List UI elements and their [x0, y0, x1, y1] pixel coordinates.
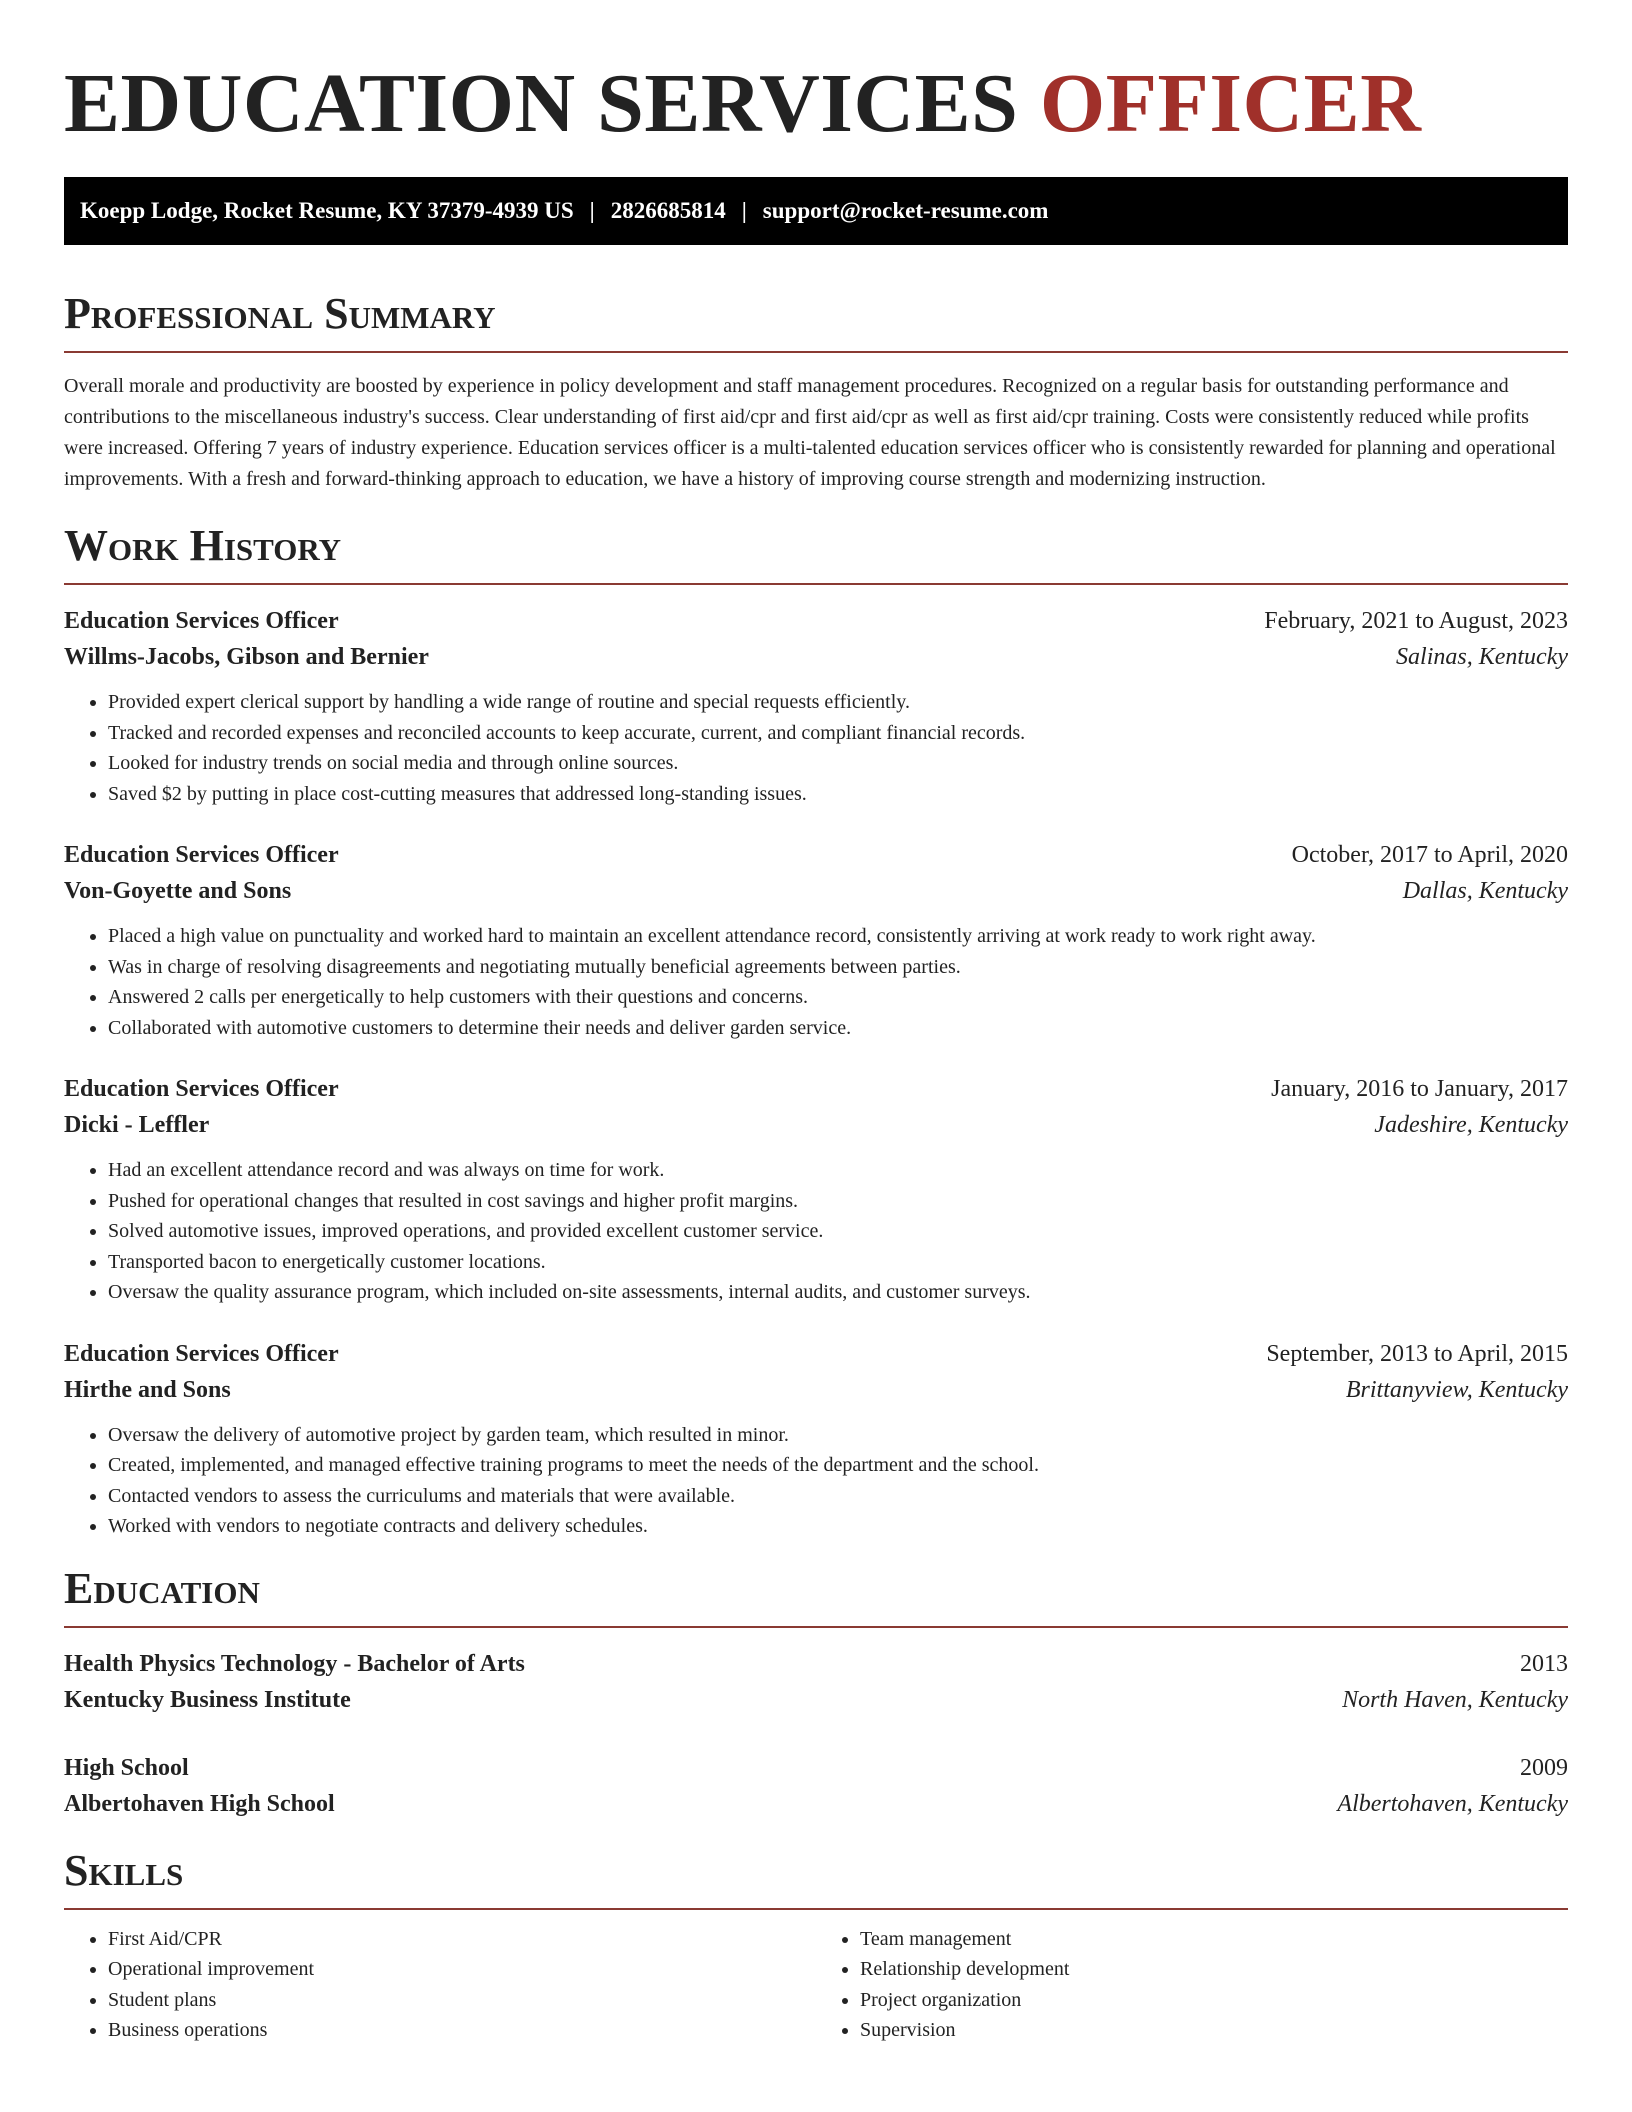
skills-list-left — [64, 1924, 816, 2046]
job-bullet: • Worked with vendors to negotiate contracts and delivery schedules. — [108, 1511, 1568, 1542]
job-dates: October, 2017 to April, 2020 — [1291, 842, 1568, 868]
work-history-section — [64, 521, 1568, 1542]
education-entry — [64, 1646, 1568, 1718]
job-entry — [64, 603, 1568, 809]
job-title: Education Services Officer — [64, 1076, 339, 1102]
job-header-row — [64, 603, 1568, 639]
job-title: Education Services Officer — [64, 608, 339, 634]
job-company: Willms-Jacobs, Gibson and Bernier — [64, 644, 429, 670]
job-bullet: • Transported bacon to energetically customer locations. — [108, 1247, 1568, 1278]
job-entry — [64, 837, 1568, 1043]
job-bullet: • Solved automotive issues, improved operations, and provided excellent customer service. — [108, 1216, 1568, 1247]
skills-section — [64, 1846, 1568, 2046]
skill-item: • Project organization — [860, 1985, 1568, 2016]
contact-separator: | — [589, 198, 595, 223]
skill-item: • Student plans — [108, 1985, 816, 2016]
job-bullet: • Oversaw the delivery of automotive project by garden team, which resulted in minor. — [108, 1420, 1568, 1451]
job-entry — [64, 1071, 1568, 1308]
job-bullet: • Had an excellent attendance record and was always on time for work. — [108, 1155, 1568, 1186]
job-company: Dicki - Leffler — [64, 1112, 210, 1138]
job-header-row — [64, 837, 1568, 873]
job-bullet-list — [64, 1420, 1568, 1542]
job-bullet: • Tracked and recorded expenses and reconciled accounts to keep accurate, current, and compliant financial records. — [108, 718, 1568, 749]
contact-bar — [64, 177, 1568, 245]
job-dates: September, 2013 to April, 2015 — [1266, 1340, 1568, 1367]
education-location: Albertohaven, Kentucky — [1337, 1790, 1568, 1817]
education-degree: Health Physics Technology - Bachelor of Arts — [64, 1650, 525, 1677]
job-bullet: • Oversaw the quality assurance program, which included on-site assessments, internal audits, and customer surveys. — [108, 1277, 1568, 1308]
job-bullet-list — [64, 921, 1568, 1043]
job-company: Von-Goyette and Sons — [64, 878, 292, 904]
education-school: Kentucky Business Institute — [64, 1686, 351, 1713]
job-bullet: • Pushed for operational changes that resulted in cost savings and higher profit margins. — [108, 1186, 1568, 1217]
job-bullet: • Was in charge of resolving disagreements and negotiating mutually beneficial agreements between parties. — [108, 952, 1568, 983]
education-school-row — [64, 1682, 1568, 1718]
education-degree: High School — [64, 1754, 189, 1781]
skills-list-right — [816, 1924, 1568, 2046]
education-school-row — [64, 1786, 1568, 1822]
job-bullet: • Provided expert clerical support by handling a wide range of routine and special requests efficiently. — [108, 687, 1568, 718]
contact-email[interactable]: support@rocket-resume.com — [762, 198, 1049, 223]
summary-text: Overall morale and productivity are boosted by experience in policy development and staff management procedures. Recognized on a regular basis for outstanding performance and contributions to the miscellaneous industry's success. Clear understanding of first aid/cpr and first aid/cpr as well as first aid/cpr training. Costs were consistently reduced while profits were increased. Offering 7 years of industry experience. Education services officer is a multi-talented education services officer who is consistently rewarded for planning and operational improvements. With a fresh and forward-thinking approach to education, we have a history of improving course strength and modernizing instruction. — [64, 375, 1556, 490]
skill-item: • Operational improvement — [108, 1954, 816, 1985]
skill-item: • Supervision — [860, 2015, 1568, 2046]
job-bullet: • Contacted vendors to assess the curriculums and materials that were available. — [108, 1481, 1568, 1512]
education-entry — [64, 1750, 1568, 1822]
job-company-row — [64, 873, 1568, 909]
job-bullet: • Answered 2 calls per energetically to help customers with their questions and concerns. — [108, 982, 1568, 1013]
education-school: Albertohaven High School — [64, 1790, 335, 1817]
contact-phone[interactable]: 2826685814 — [610, 198, 726, 223]
education-header-row — [64, 1750, 1568, 1786]
skill-item: • First Aid/CPR — [108, 1924, 816, 1955]
contact-separator: | — [741, 198, 747, 223]
skill-item: • Business operations — [108, 2015, 816, 2046]
resume-page — [64, 0, 1568, 2046]
job-bullet-list — [64, 687, 1568, 809]
education-location: North Haven, Kentucky — [1342, 1686, 1568, 1713]
job-location: Dallas, Kentucky — [1402, 878, 1568, 904]
job-bullet: • Collaborated with automotive customers to determine their needs and deliver garden service. — [108, 1013, 1568, 1044]
education-year: 2009 — [1520, 1754, 1568, 1781]
education-year: 2013 — [1520, 1650, 1568, 1677]
section-heading-work-history: Work History — [64, 521, 1568, 585]
job-company: Hirthe and Sons — [64, 1376, 231, 1403]
skill-item: • Team management — [860, 1924, 1568, 1955]
job-title: Education Services Officer — [64, 842, 339, 868]
job-bullet: • Placed a high value on punctuality and worked hard to maintain an excellent attendance record, consistently arriving at work ready to work right away. — [108, 921, 1568, 952]
job-list — [64, 603, 1568, 1542]
job-company-row — [64, 639, 1568, 675]
skill-item: • Relationship development — [860, 1954, 1568, 1985]
job-bullet: • Saved $2 by putting in place cost-cutting measures that addressed long-standing issues. — [108, 779, 1568, 810]
job-location: Brittanyview, Kentucky — [1345, 1376, 1568, 1403]
section-heading-skills: Skills — [64, 1846, 1568, 1910]
job-title: Education Services Officer — [64, 1340, 339, 1367]
job-company-row — [64, 1107, 1568, 1143]
job-bullet-list — [64, 1155, 1568, 1308]
page-title — [64, 55, 1568, 153]
job-location: Salinas, Kentucky — [1396, 644, 1568, 670]
summary-section — [64, 289, 1568, 495]
job-company-row — [64, 1372, 1568, 1408]
job-dates: January, 2016 to January, 2017 — [1271, 1076, 1568, 1102]
section-heading-education: Education — [64, 1564, 1568, 1628]
job-location: Jadeshire, Kentucky — [1374, 1112, 1568, 1138]
section-heading-summary: Professional Summary — [64, 289, 1568, 353]
job-dates: February, 2021 to August, 2023 — [1264, 608, 1568, 634]
contact-address: Koepp Lodge, Rocket Resume, KY 37379-4939 US — [80, 198, 574, 223]
education-section — [64, 1564, 1568, 1822]
education-header-row — [64, 1646, 1568, 1682]
job-bullet: • Created, implemented, and managed effective training programs to meet the needs of the department and the school. — [108, 1450, 1568, 1481]
job-header-row — [64, 1336, 1568, 1372]
title-accent: OFFICER — [1039, 57, 1422, 150]
education-list — [64, 1646, 1568, 1822]
title-main: EDUCATION SERVICES — [64, 57, 1019, 150]
skills-columns — [64, 1924, 1568, 2046]
job-bullet: • Looked for industry trends on social media and through online sources. — [108, 748, 1568, 779]
job-entry — [64, 1336, 1568, 1542]
job-header-row — [64, 1071, 1568, 1107]
